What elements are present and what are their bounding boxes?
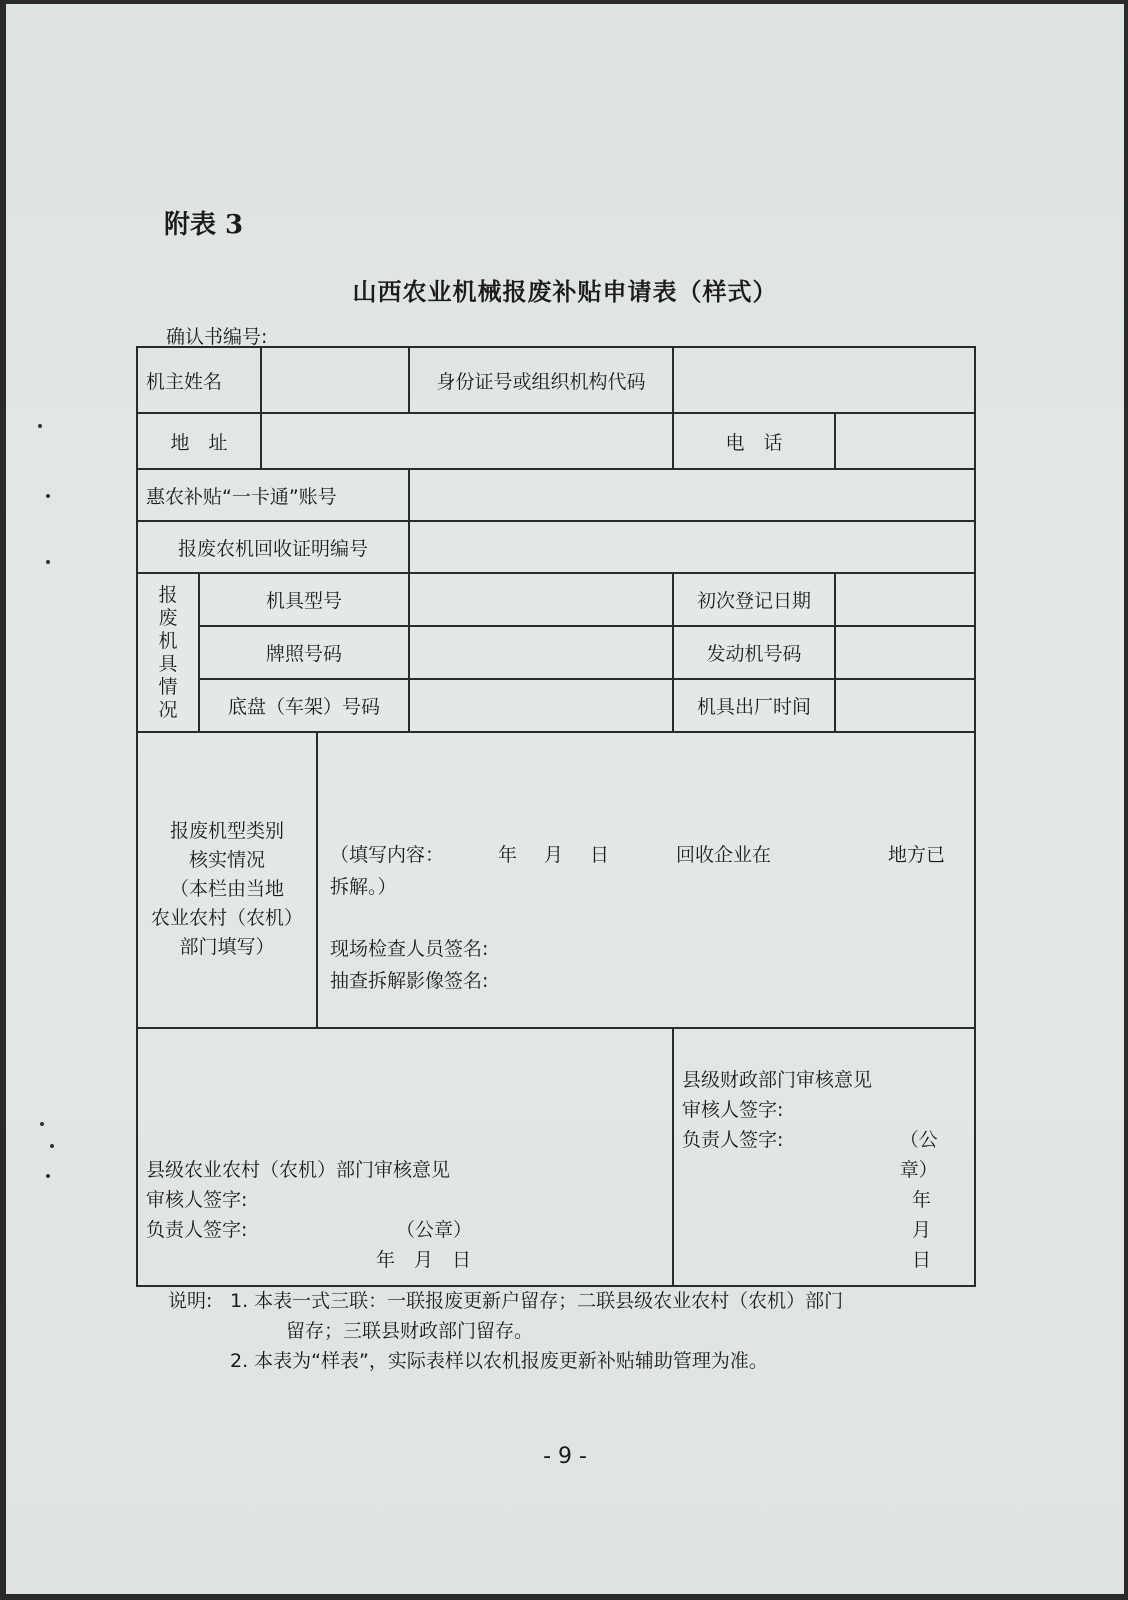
model-field bbox=[409, 573, 673, 626]
vertical-char: 机 bbox=[158, 629, 178, 652]
fill-content-line bbox=[330, 839, 966, 871]
card-account-field bbox=[409, 469, 975, 521]
id-code-label: 身份证号或组织机构代码 bbox=[409, 347, 673, 413]
address-field bbox=[261, 413, 673, 469]
note-1: 1. 本表一式三联：一联报废更新户留存；二联县级农业农村（农机）部门 bbox=[230, 1290, 844, 1312]
finance-review-title: 县级财政部门审核意见 bbox=[682, 1069, 873, 1091]
verification-label-line: 报废机型类别 bbox=[170, 819, 285, 842]
vertical-char: 况 bbox=[158, 698, 178, 721]
agri-seal: （公章） bbox=[396, 1219, 473, 1241]
scrap-cert-label: 报废农机回收证明编号 bbox=[137, 521, 409, 573]
finance-leader-line bbox=[682, 1125, 966, 1185]
certificate-number-label: 确认书编号: bbox=[166, 326, 268, 348]
plate-no-field bbox=[409, 626, 673, 679]
fill-month: 月 bbox=[544, 844, 564, 866]
binding-hole-mark bbox=[38, 424, 42, 428]
verification-label-line: 部门填写） bbox=[179, 935, 275, 958]
verification-label-line: 核实情况 bbox=[189, 848, 266, 871]
address-label: 地 址 bbox=[137, 413, 261, 469]
first-reg-date-field bbox=[835, 573, 975, 626]
scrap-cert-field bbox=[409, 521, 975, 573]
fill-year: 年 bbox=[498, 844, 518, 866]
verification-label-line: 农业农村（农机） bbox=[151, 906, 304, 929]
table-row bbox=[137, 521, 975, 573]
agri-leader-label: 负责人签字: bbox=[146, 1219, 248, 1241]
first-reg-date-label: 初次登记日期 bbox=[673, 573, 835, 626]
note-1-continued: 留存；三联县财政部门留存。 bbox=[286, 1320, 534, 1342]
vertical-char: 情 bbox=[158, 675, 178, 698]
finance-review-cell bbox=[673, 1028, 975, 1286]
binding-hole-mark bbox=[50, 1144, 54, 1148]
verification-label bbox=[137, 732, 317, 1028]
engine-no-label: 发动机号码 bbox=[673, 626, 835, 679]
application-form-table bbox=[136, 346, 976, 1287]
phone-label: 电 话 bbox=[673, 413, 835, 469]
binding-hole-mark bbox=[46, 560, 50, 564]
notes-section bbox=[168, 1286, 968, 1376]
table-row bbox=[137, 732, 975, 1028]
table-row bbox=[137, 413, 975, 469]
verification-label-line: （本栏由当地 bbox=[170, 877, 285, 900]
phone-field bbox=[835, 413, 975, 469]
id-code-field bbox=[673, 347, 975, 413]
table-row bbox=[137, 573, 975, 626]
appendix-label: 附表 3 bbox=[164, 210, 244, 240]
document-page bbox=[6, 4, 1124, 1594]
engine-no-field bbox=[835, 626, 975, 679]
table-row bbox=[137, 347, 975, 413]
table-row bbox=[137, 469, 975, 521]
machine-status-label bbox=[137, 573, 199, 732]
inspector-signature-label: 现场检查人员签名: bbox=[330, 938, 489, 960]
verification-content bbox=[317, 732, 975, 1028]
owner-name-field bbox=[261, 347, 409, 413]
finance-date: 年 月 日 bbox=[912, 1189, 951, 1271]
binding-hole-mark bbox=[40, 1122, 44, 1126]
video-signature-label: 抽查拆解影像签名: bbox=[330, 970, 489, 992]
vertical-char: 废 bbox=[158, 606, 178, 629]
model-label: 机具型号 bbox=[199, 573, 409, 626]
fill-place: 地方已 bbox=[888, 844, 946, 866]
fill-company: 回收企业在 bbox=[676, 844, 772, 866]
card-account-label: 惠农补贴“一卡通”账号 bbox=[137, 469, 409, 521]
agri-date: 年 月 日 bbox=[376, 1249, 472, 1271]
vertical-char: 报 bbox=[158, 583, 178, 606]
agri-leader-line bbox=[146, 1215, 664, 1245]
chassis-no-label: 底盘（车架）号码 bbox=[199, 679, 409, 732]
finance-reviewer-label: 审核人签字: bbox=[682, 1099, 784, 1121]
table-row bbox=[137, 626, 975, 679]
binding-hole-mark bbox=[46, 494, 50, 498]
finance-leader-label: 负责人签字: bbox=[682, 1129, 784, 1151]
factory-date-label: 机具出厂时间 bbox=[673, 679, 835, 732]
fill-content-prefix: （填写内容： bbox=[330, 844, 445, 866]
agri-review-cell bbox=[137, 1028, 673, 1286]
form-title: 山西农业机械报废补贴申请表（样式） bbox=[352, 277, 778, 306]
vertical-char: 具 bbox=[158, 652, 178, 675]
agri-review-title: 县级农业农村（农机）部门审核意见 bbox=[146, 1159, 451, 1181]
table-row bbox=[137, 1028, 975, 1286]
note-2: 2. 本表为“样表”，实际表样以农机报废更新补贴辅助管理为准。 bbox=[230, 1350, 768, 1372]
chassis-no-field bbox=[409, 679, 673, 732]
finance-seal: （公章） bbox=[899, 1129, 938, 1181]
binding-hole-mark bbox=[46, 1174, 50, 1178]
table-row bbox=[137, 679, 975, 732]
owner-name-label: 机主姓名 bbox=[137, 347, 261, 413]
fill-content-suffix: 拆解。） bbox=[330, 876, 397, 898]
fill-day: 日 bbox=[590, 844, 610, 866]
page-number: - 9 - bbox=[543, 1444, 587, 1469]
plate-no-label: 牌照号码 bbox=[199, 626, 409, 679]
factory-date-field bbox=[835, 679, 975, 732]
agri-reviewer-label: 审核人签字: bbox=[146, 1189, 248, 1211]
notes-label: 说明: bbox=[168, 1290, 213, 1312]
